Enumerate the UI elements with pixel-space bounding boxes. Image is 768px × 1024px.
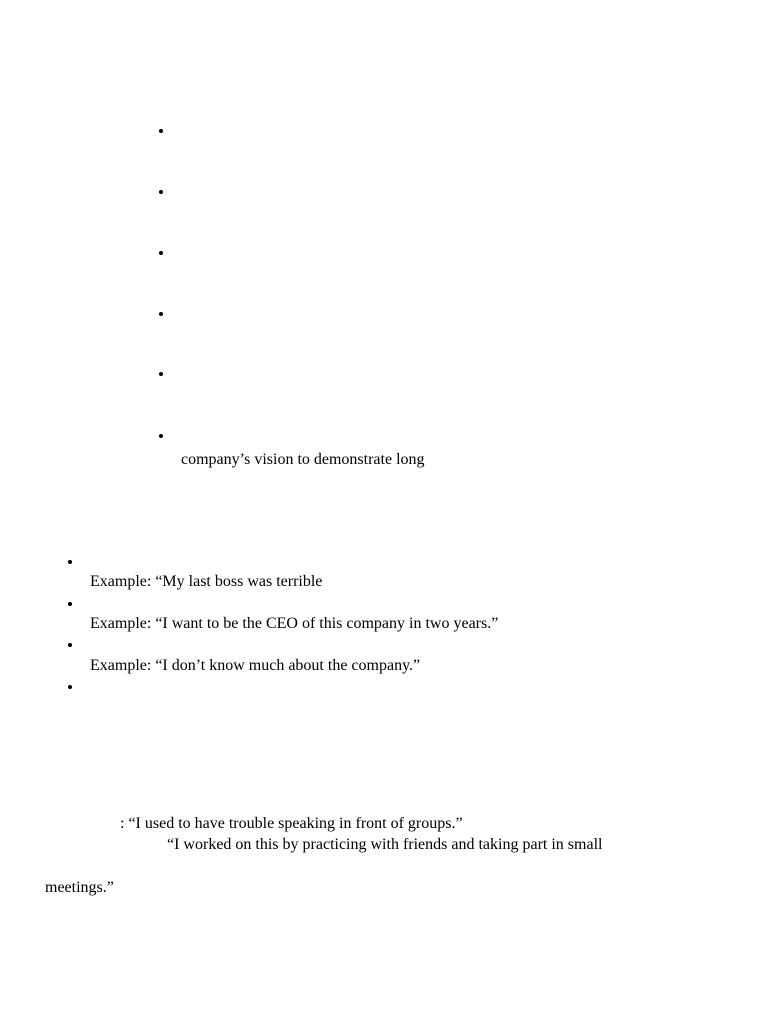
paragraph-line: : “I used to have trouble speaking in front of groups.” (120, 815, 463, 832)
example-text: Example: “I want to be the CEO of this company in two years.” (90, 615, 499, 632)
example-text: Example: “I don’t know much about the company.” (90, 657, 421, 674)
paragraph-line: meetings.” (45, 879, 114, 896)
bullet (159, 251, 163, 255)
bullet-text: company’s vision to demonstrate long (181, 451, 425, 468)
bullet (68, 643, 72, 647)
bullet (68, 560, 72, 564)
bullet (68, 602, 72, 606)
example-text: Example: “My last boss was terrible (90, 573, 323, 590)
bullet (159, 312, 163, 316)
bullet (159, 434, 163, 438)
bullet (159, 190, 163, 194)
bullet (68, 685, 72, 689)
paragraph-line: “I worked on this by practicing with friends and taking part in small (167, 836, 603, 853)
bullet (159, 129, 163, 133)
bullet (159, 372, 163, 376)
